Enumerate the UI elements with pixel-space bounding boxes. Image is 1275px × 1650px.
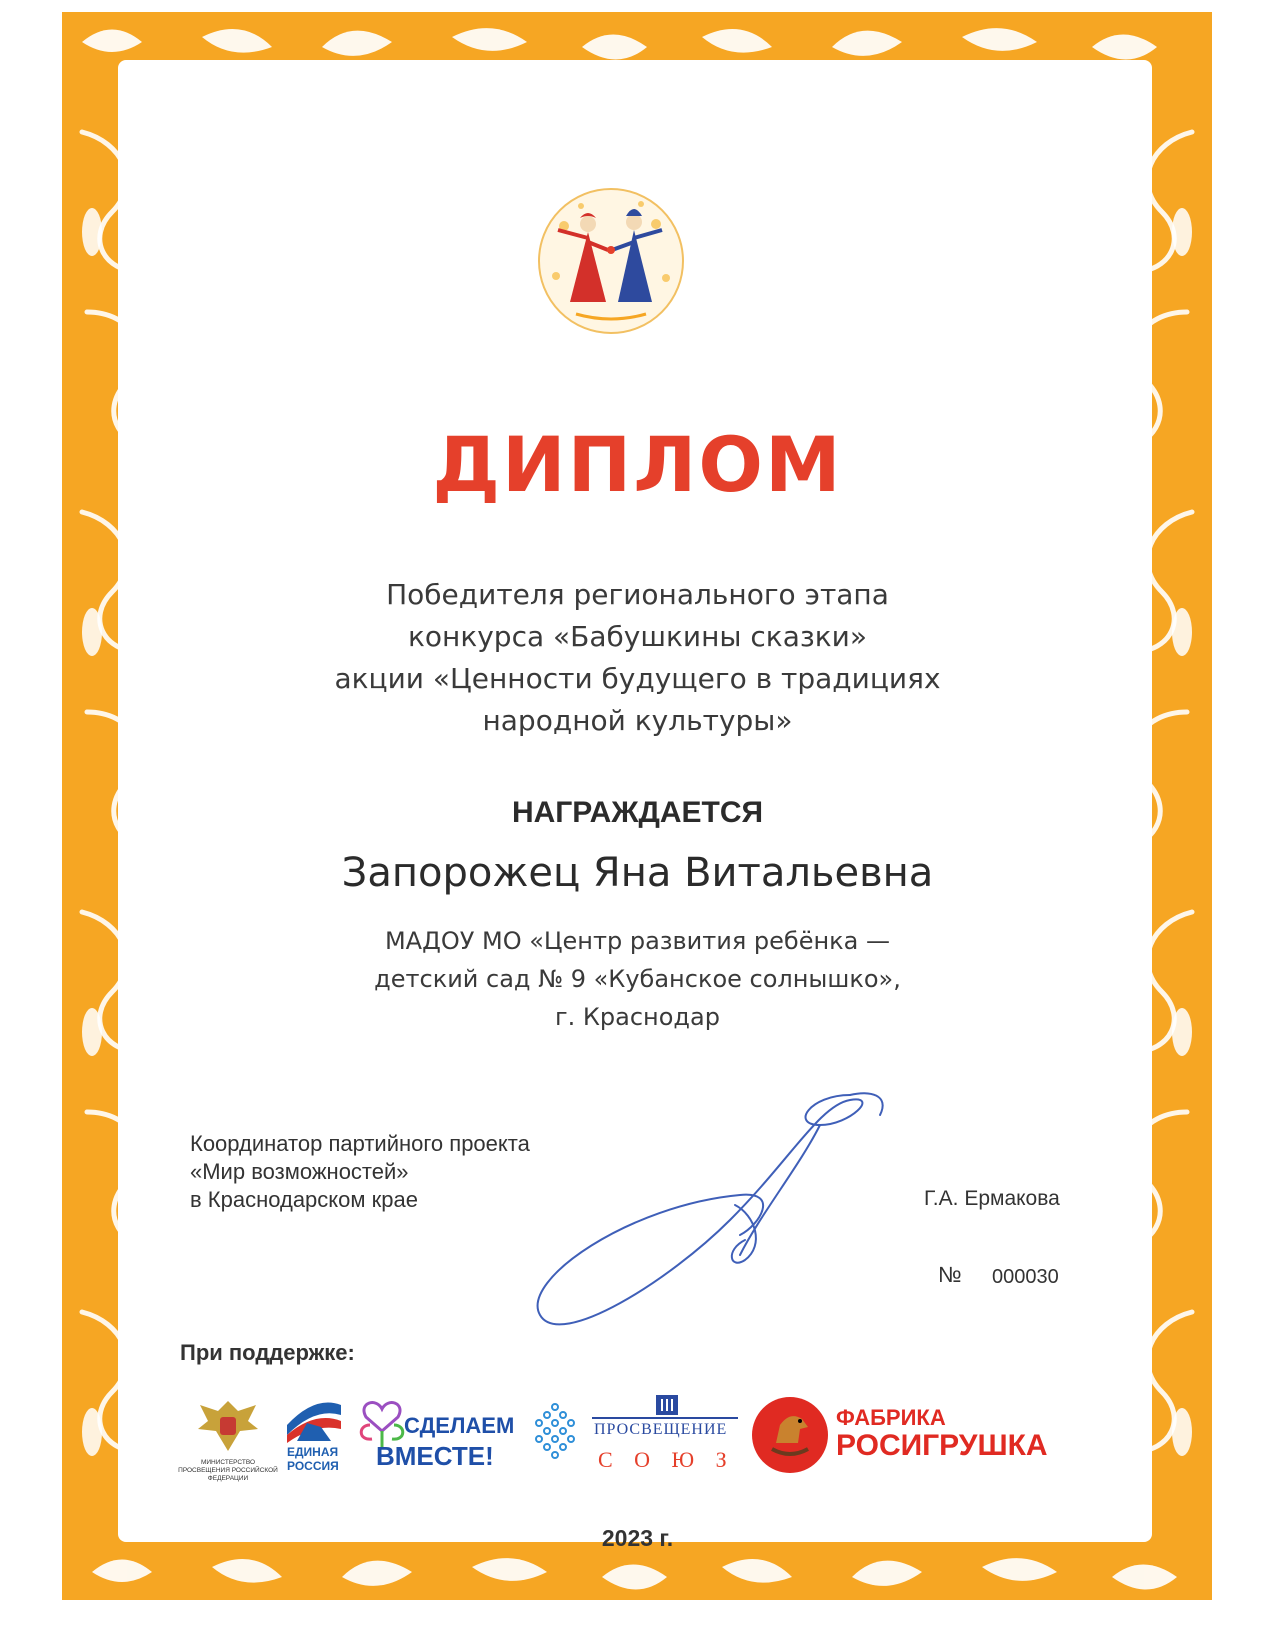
united-russia-logo bbox=[283, 1395, 347, 1485]
coordinator-line: «Мир возможностей» bbox=[190, 1159, 409, 1184]
prosveshchenie-line2: С О Ю З bbox=[598, 1447, 735, 1472]
prosveshchenie-logo bbox=[592, 1395, 742, 1485]
diploma-title: ДИПЛОМ bbox=[432, 420, 843, 509]
organization-line: детский сад № 9 «Кубанское солнышко», bbox=[374, 965, 901, 993]
organization-line: МАДОУ МО «Центр развития ребёнка — bbox=[384, 927, 891, 955]
handwritten-signature bbox=[520, 1085, 940, 1350]
coordinator-title bbox=[190, 1130, 530, 1214]
rosigrushka-line1: ФАБРИКА bbox=[836, 1405, 946, 1430]
subtitle-line: акции «Ценности будущего в традициях bbox=[334, 662, 941, 695]
united-russia-line2: РОССИЯ bbox=[287, 1459, 339, 1473]
rocking-horse-icon bbox=[750, 1395, 830, 1475]
organization-line: г. Краснодар bbox=[555, 1003, 720, 1031]
ministry-logo-text: МИНИСТЕРСТВО ПРОСВЕЩЕНИЯ РОССИЙСКОЙ ФЕДЕРАЦИИ bbox=[178, 1459, 278, 1482]
coordinator-line: Координатор партийного проекта bbox=[190, 1131, 530, 1156]
diploma-year: 2023 г. bbox=[601, 1525, 674, 1551]
organization bbox=[0, 922, 1275, 1036]
coordinator-line: в Краснодарском крае bbox=[190, 1187, 418, 1212]
ministry-logo bbox=[178, 1395, 278, 1485]
subtitle-line: Победителя регионального этапа bbox=[386, 578, 889, 611]
diploma-subtitle bbox=[0, 574, 1275, 742]
signer-name: Г.А. Ермакова bbox=[924, 1187, 1060, 1210]
together-line1: СДЕЛАЕМ bbox=[404, 1413, 515, 1438]
dot-cluster-icon bbox=[528, 1401, 582, 1465]
number-label: № bbox=[938, 1262, 962, 1287]
flag-bear-icon bbox=[283, 1395, 345, 1445]
awarded-label: НАГРАЖДАЕТСЯ bbox=[511, 796, 764, 829]
rosigrushka-logo bbox=[750, 1395, 1080, 1485]
book-icon bbox=[656, 1395, 678, 1415]
together-line2: ВМЕСТЕ! bbox=[376, 1441, 494, 1471]
eagle-emblem-icon bbox=[178, 1395, 278, 1455]
sponsor-logos bbox=[178, 1395, 1108, 1495]
united-russia-line1: ЕДИНАЯ bbox=[287, 1445, 339, 1459]
logo-divider bbox=[592, 1417, 738, 1419]
together-logo bbox=[356, 1395, 515, 1485]
certificate-number: 000030 bbox=[992, 1266, 1059, 1288]
rosigrushka-line2: РОСИГРУШКА bbox=[836, 1429, 1048, 1462]
subtitle-line: народной культуры» bbox=[482, 704, 793, 737]
prosveshchenie-line1: ПРОСВЕЩЕНИЕ bbox=[594, 1421, 728, 1438]
subtitle-line: конкурса «Бабушкины сказки» bbox=[407, 620, 868, 653]
recipient-name: Запорожец Яна Витальевна bbox=[341, 850, 934, 896]
support-label: При поддержке: bbox=[180, 1340, 355, 1365]
contest-emblem bbox=[536, 186, 686, 336]
